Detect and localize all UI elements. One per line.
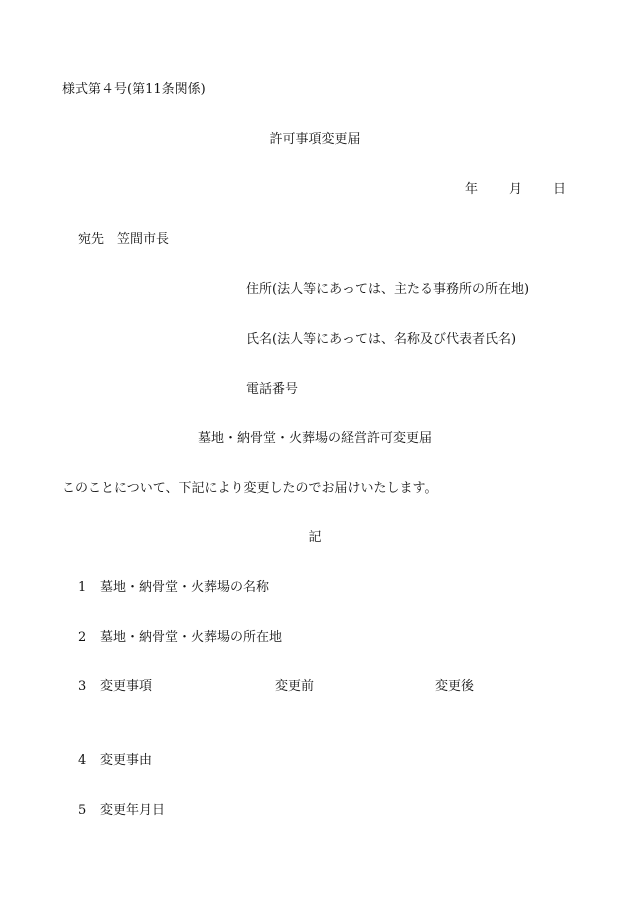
subject-line: 墓地・納骨堂・火葬場の経営許可変更届	[197, 431, 432, 446]
ki-heading: 記	[308, 530, 322, 545]
item-number: 3	[78, 679, 87, 694]
item-number: 5	[78, 803, 87, 818]
item-label: 変更事項	[100, 679, 153, 694]
item-label: 墓地・納骨堂・火葬場の所在地	[100, 630, 283, 645]
document-title: 許可事項変更届	[269, 132, 361, 147]
item-1	[0, 580, 630, 596]
statement: このことについて、下記により変更したのでお届けいたします。	[62, 481, 438, 496]
item-number: 4	[78, 753, 87, 768]
date-day: 日	[553, 182, 567, 197]
item-4	[0, 753, 630, 769]
applicant-address-label: 住所(法人等にあっては、主たる事務所の所在地)	[246, 282, 530, 297]
applicant-name-label: 氏名(法人等にあっては、名称及び代表者氏名)	[246, 332, 517, 347]
recipient: 宛先 笠間市長	[78, 232, 170, 247]
item-number: 2	[78, 630, 87, 645]
change-after-label: 変更後	[435, 679, 475, 694]
item-5	[0, 803, 630, 819]
date-month: 月	[509, 182, 523, 197]
form-number: 様式第４号(第11条関係)	[62, 82, 206, 97]
item-2	[0, 630, 630, 646]
item-3	[0, 679, 630, 695]
date-line	[0, 182, 630, 198]
item-label: 変更年月日	[100, 803, 166, 818]
date-year: 年	[465, 182, 479, 197]
item-label: 墓地・納骨堂・火葬場の名称	[100, 580, 270, 595]
item-label: 変更事由	[100, 753, 153, 768]
applicant-phone-label: 電話番号	[246, 382, 299, 397]
item-number: 1	[78, 580, 87, 595]
change-before-label: 変更前	[275, 679, 315, 694]
